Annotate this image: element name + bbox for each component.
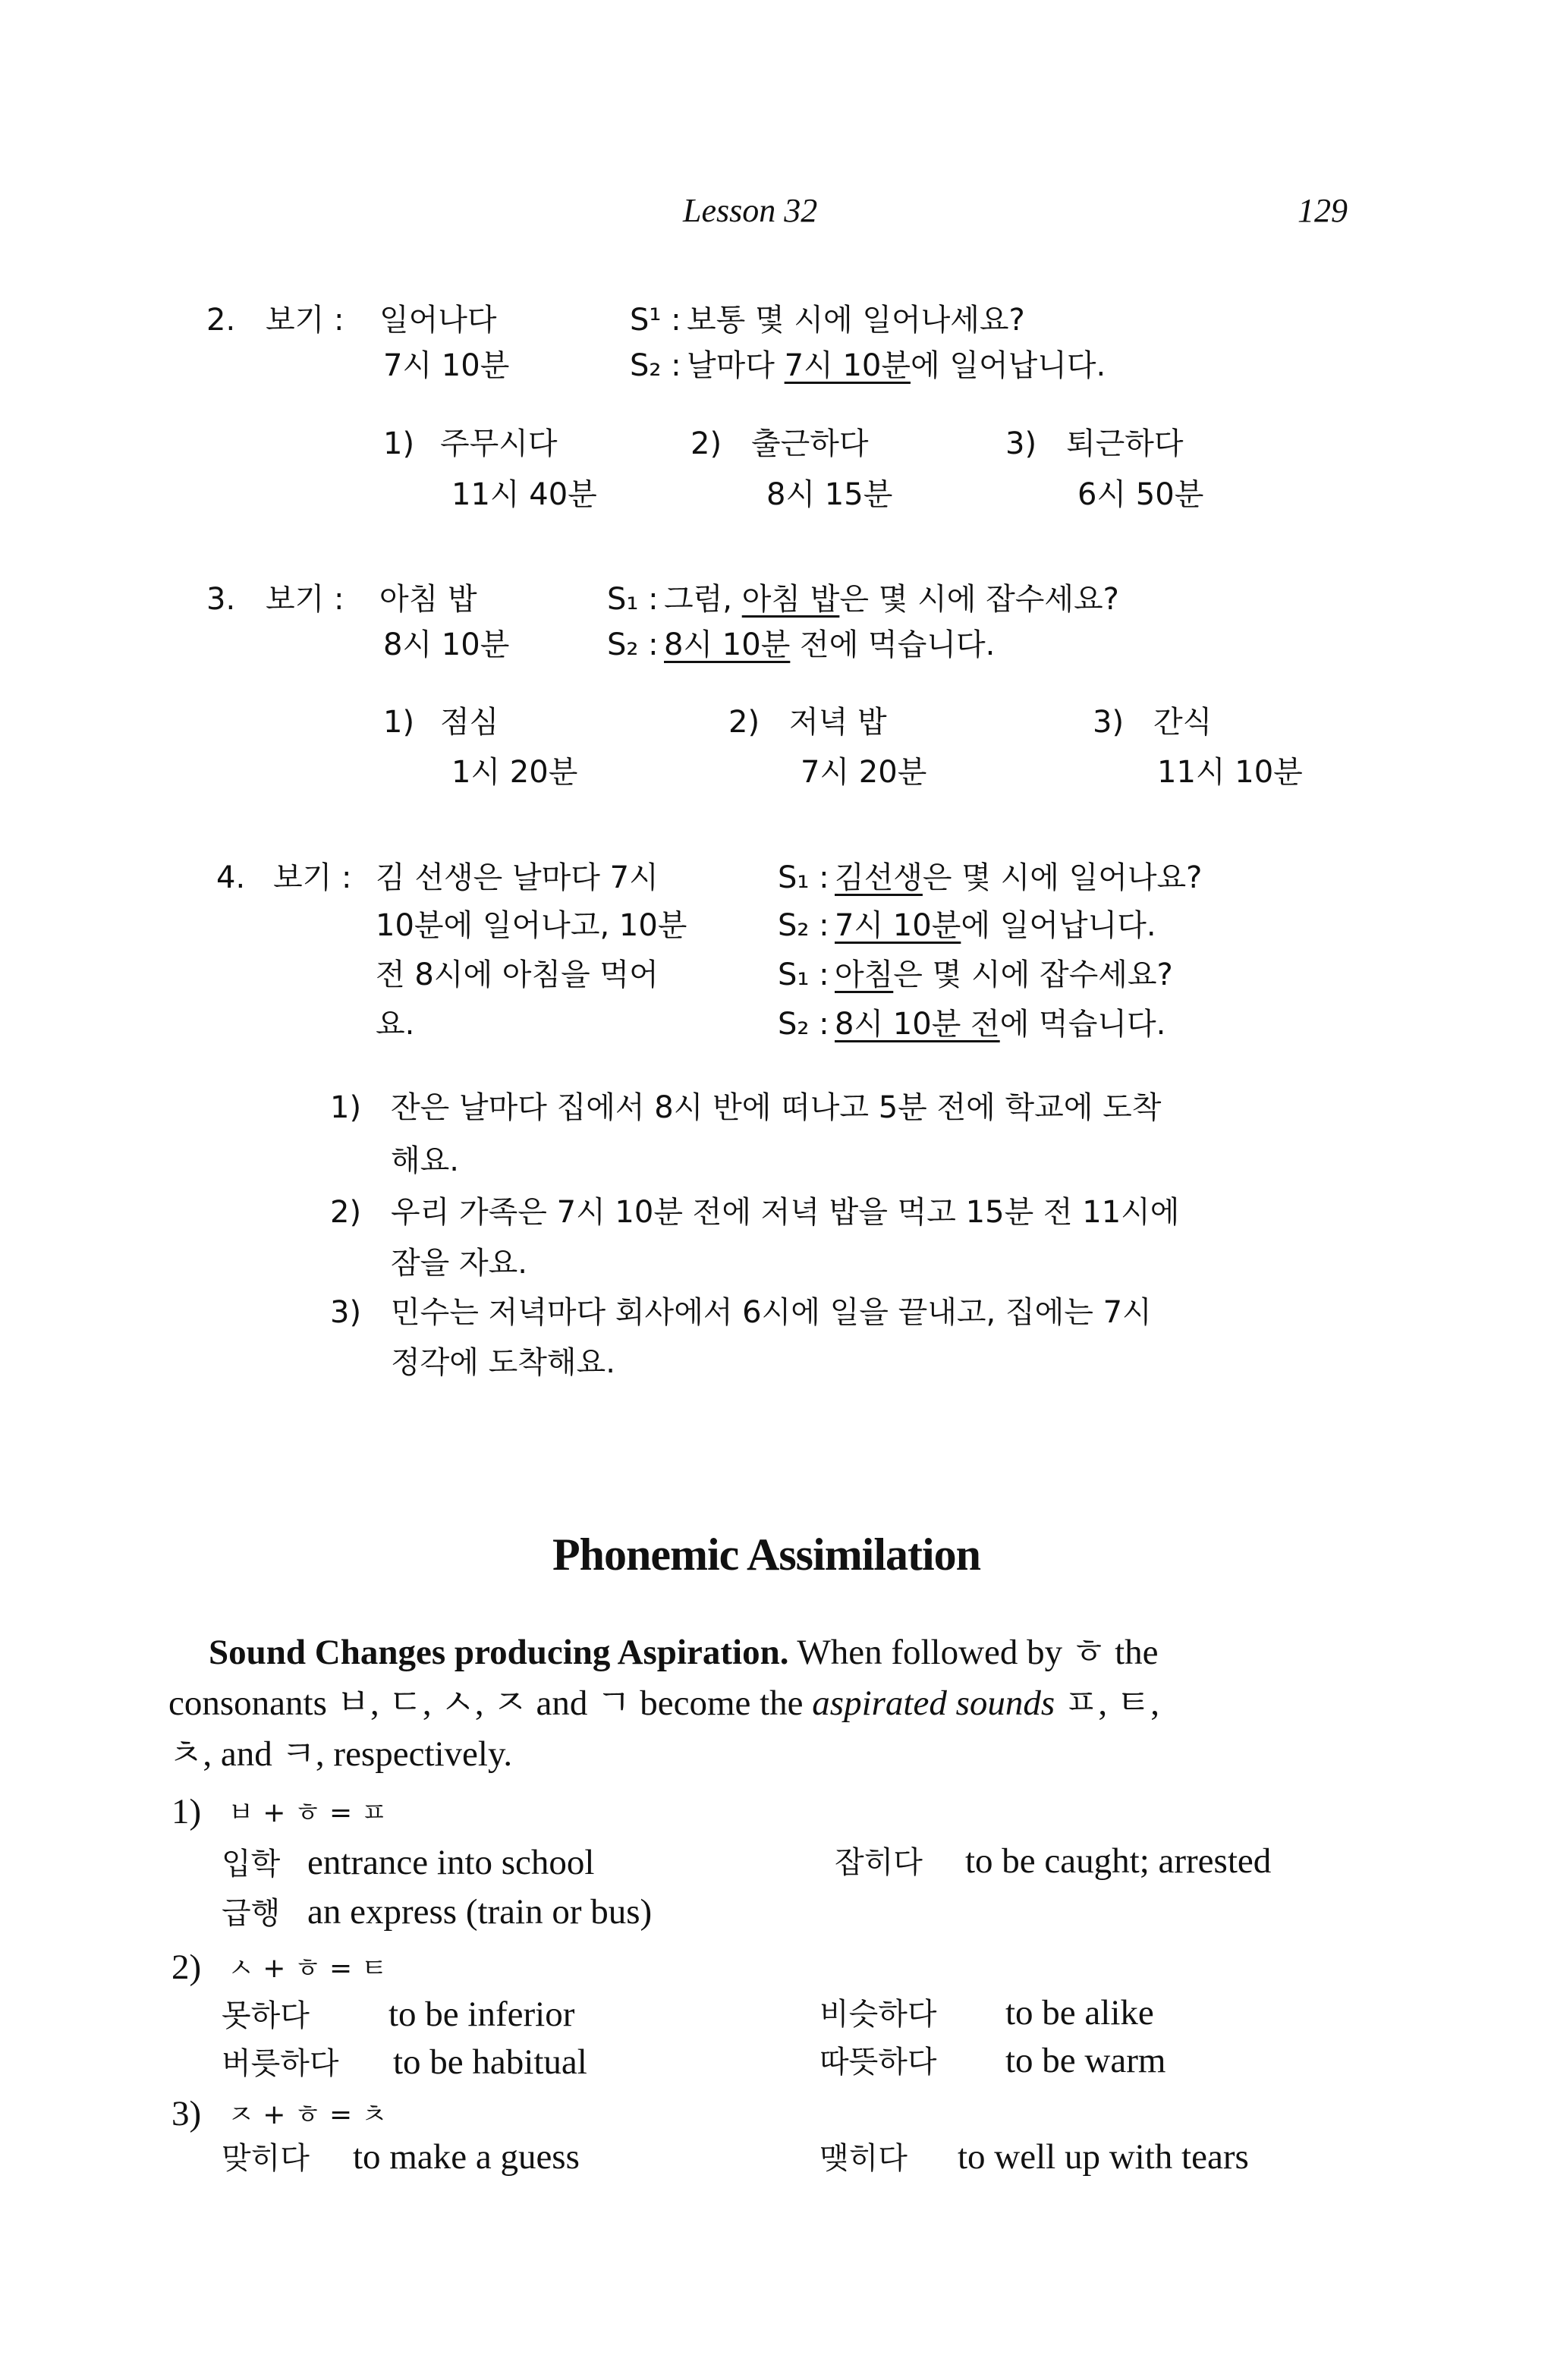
- rule-formula: ㅂ + ㅎ = ㅍ: [228, 1797, 388, 1828]
- korean-word: 버릇하다: [222, 2046, 339, 2081]
- speaker-2-line: 8시 10분 전에 먹습니다.: [664, 627, 996, 662]
- drill-item-word: 주무시다: [440, 426, 558, 461]
- drill-item-time: 7시 20분: [801, 755, 927, 790]
- dialogue-line: 김선생은 몇 시에 일어나요?: [835, 860, 1203, 895]
- speaker-2-label: S₂ :: [630, 348, 681, 383]
- rule-formula: ㅈ + ㅎ = ㅊ: [228, 2099, 388, 2130]
- dialogue-label: S₁ :: [778, 860, 829, 895]
- example-label: 보기 :: [266, 303, 344, 338]
- english-gloss: to be alike: [1005, 1993, 1154, 2033]
- drill-item-text: 잠을 자요.: [391, 1246, 527, 1281]
- example-line: 전 8시에 아침을 먹어: [376, 957, 659, 992]
- drill-item-number: 1): [330, 1090, 362, 1125]
- english-gloss: an express (train or bus): [307, 1892, 653, 1932]
- exercise-number: 4.: [216, 860, 246, 895]
- example-time: 8시 10분: [383, 627, 510, 662]
- exercise-number: 2.: [206, 303, 236, 338]
- korean-word: 따뜻하다: [819, 2045, 937, 2080]
- drill-item-number: 1): [383, 705, 415, 740]
- dialogue-line: 아침은 몇 시에 잡수세요?: [835, 957, 1173, 992]
- example-time: 7시 10분: [383, 348, 510, 383]
- speaker-1-label: S¹ :: [630, 303, 681, 338]
- rule-number: 1): [171, 1792, 202, 1831]
- english-gloss: to be warm: [1005, 2041, 1166, 2080]
- drill-item-time: 8시 15분: [766, 477, 893, 512]
- page-number: 129: [1298, 192, 1348, 229]
- drill-item-number: 2): [330, 1195, 362, 1230]
- speaker-1-label: S₁ :: [607, 582, 659, 617]
- example-line: 10분에 일어나고, 10분: [376, 908, 687, 943]
- example-word: 아침 밥: [379, 582, 477, 617]
- english-gloss: to well up with tears: [958, 2137, 1249, 2177]
- drill-item-word: 저녁 밥: [789, 705, 887, 740]
- rule-formula: ㅅ + ㅎ = ㅌ: [228, 1953, 388, 1984]
- speaker-2-line: 날마다 7시 10분에 일어납니다.: [687, 348, 1106, 383]
- drill-item-word: 점심: [440, 705, 499, 740]
- drill-item-number: 2): [728, 705, 760, 740]
- english-gloss: to be inferior: [388, 1995, 575, 2034]
- dialogue-label: S₂ :: [778, 908, 829, 943]
- english-gloss: entrance into school: [307, 1843, 595, 1882]
- dialogue-line: 8시 10분 전에 먹습니다.: [835, 1007, 1166, 1042]
- drill-item-text: 우리 가족은 7시 10분 전에 저녁 밥을 먹고 15분 전 11시에: [391, 1195, 1180, 1230]
- korean-word: 비슷하다: [819, 1997, 937, 2032]
- korean-word: 급행: [222, 1896, 281, 1931]
- drill-item-word: 간식: [1153, 705, 1213, 740]
- korean-word: 맺히다: [819, 2141, 908, 2176]
- example-line: 김 선생은 날마다 7시: [376, 860, 659, 895]
- intro-line-1: Sound Changes producing Aspiration. When followed by ㅎ the: [209, 1633, 1159, 1672]
- english-gloss: to be habitual: [393, 2042, 587, 2082]
- speaker-1-line: 그럼, 아침 밥은 몇 시에 잡수세요?: [664, 582, 1119, 617]
- drill-item-text: 민수는 저녁마다 회사에서 6시에 일을 끝내고, 집에는 7시: [391, 1295, 1152, 1330]
- korean-word: 잡히다: [835, 1845, 923, 1880]
- drill-item-time: 1시 20분: [451, 755, 578, 790]
- drill-item-text: 정각에 도착해요.: [391, 1345, 615, 1380]
- drill-item-number: 1): [383, 426, 415, 461]
- intro-line-2: consonants ㅂ, ㄷ, ㅅ, ㅈ and ㄱ become the aspirated sounds ㅍ, ㅌ,: [168, 1684, 1159, 1723]
- english-gloss: to make a guess: [353, 2137, 580, 2177]
- drill-item-word: 출근하다: [751, 426, 869, 461]
- intro-line-3: ㅊ, and ㅋ, respectively.: [168, 1734, 513, 1774]
- korean-word: 못하다: [222, 1998, 310, 2033]
- drill-item-text: 해요.: [391, 1143, 459, 1178]
- drill-item-time: 6시 50분: [1077, 477, 1204, 512]
- example-line: 요.: [376, 1007, 415, 1042]
- drill-item-number: 2): [690, 426, 722, 461]
- drill-item-number: 3): [1005, 426, 1037, 461]
- rule-number: 3): [171, 2094, 202, 2133]
- english-gloss: to be caught; arrested: [965, 1841, 1272, 1881]
- speaker-2-label: S₂ :: [607, 627, 659, 662]
- dialogue-label: S₁ :: [778, 957, 829, 992]
- korean-word: 입학: [222, 1847, 281, 1882]
- drill-item-number: 3): [1093, 705, 1125, 740]
- drill-item-word: 퇴근하다: [1066, 426, 1184, 461]
- example-label: 보기 :: [266, 582, 344, 617]
- example-label: 보기 :: [273, 860, 352, 895]
- korean-word: 맞히다: [222, 2141, 310, 2176]
- drill-item-time: 11시 10분: [1157, 755, 1303, 790]
- example-verb: 일어나다: [379, 303, 497, 338]
- rule-number: 2): [171, 1948, 202, 1987]
- section-title: Phonemic Assimilation: [552, 1530, 981, 1580]
- running-header: Lesson 32: [683, 192, 818, 229]
- drill-item-text: 잔은 날마다 집에서 8시 반에 떠나고 5분 전에 학교에 도착: [391, 1090, 1162, 1125]
- dialogue-label: S₂ :: [778, 1007, 829, 1042]
- exercise-number: 3.: [206, 582, 236, 617]
- speaker-1-line: 보통 몇 시에 일어나세요?: [687, 303, 1025, 338]
- dialogue-line: 7시 10분에 일어납니다.: [835, 908, 1156, 943]
- drill-item-time: 11시 40분: [451, 477, 597, 512]
- drill-item-number: 3): [330, 1295, 362, 1330]
